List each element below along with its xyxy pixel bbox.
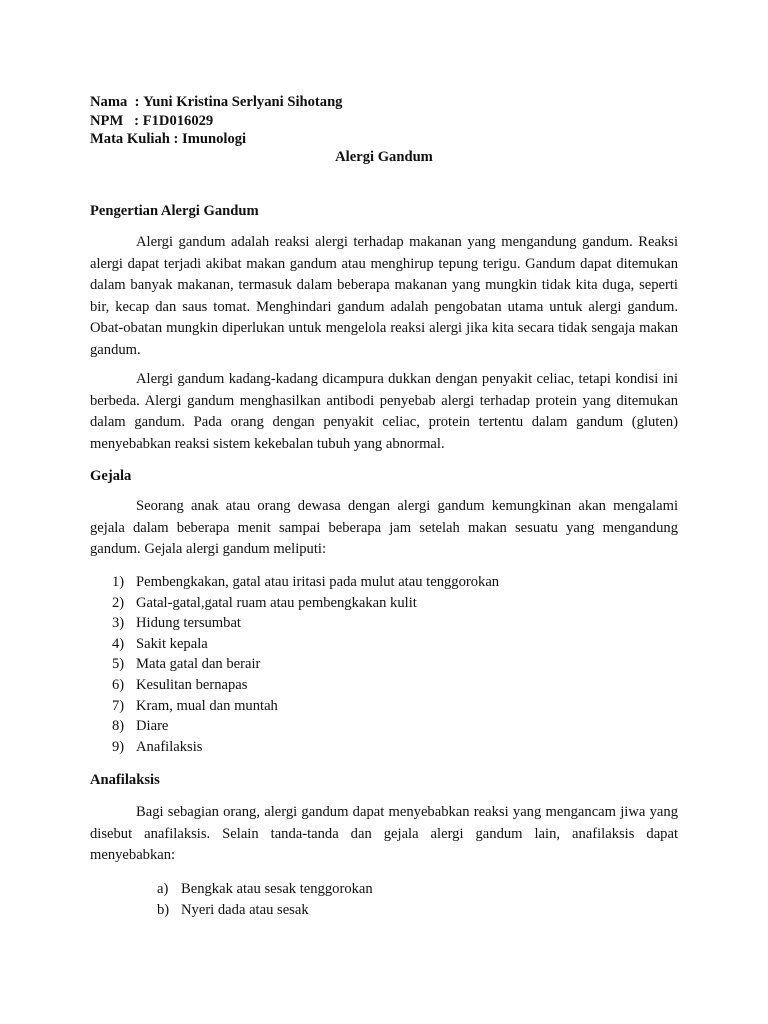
list-item: 5) Mata gatal dan berair (112, 656, 261, 673)
gejala-list (112, 572, 499, 757)
paragraph-pengertian-2: Alergi gandum kadang-kadang dicampura dukkan dengan penyakit celiac, tetapi kondisi ini berbeda. Alergi gandum menghasilkan antibodi penyebab alergi terhadap protein yang ditemukan dalam gandum. Pada orang dengan penyakit celiac, protein tertentu dalam gandum (gluten) menyebabkan reaksi sistem kekebalan tubuh yang abnormal. (90, 371, 678, 452)
matkul-label: Mata Kuliah : (90, 131, 183, 147)
paragraph-gejala-1: Seorang anak atau orang dewasa dengan alergi gandum kemungkinan akan mengalami gejala dalam beberapa menit sampai beberapa jam setelah makan sesuatu yang mengandung gandum. Gejala alergi gandum meliputi: (90, 498, 678, 558)
heading-gejala: Gejala (90, 468, 132, 484)
nama-label: Nama : (90, 94, 144, 110)
heading-pengertian: Pengertian Alergi Gandum (90, 203, 259, 219)
list-item: 8) Diare (112, 718, 169, 735)
list-item: 6) Kesulitan bernapas (112, 676, 248, 693)
list-item: a) Bengkak atau sesak tenggorokan (157, 881, 373, 897)
npm-value: F1D016029 (142, 113, 214, 129)
list-item: 1) Pembengkakan, gatal atau iritasi pada mulut atau tenggorokan (112, 574, 500, 590)
anafilaksis-list (157, 879, 373, 920)
header-mata-kuliah (90, 130, 246, 148)
list-item: 9) Anafilaksis (112, 738, 203, 755)
header-npm (90, 112, 213, 130)
list-item: b) Nyeri dada atau sesak (157, 901, 309, 918)
list-item: 3) Hidung tersumbat (112, 615, 241, 632)
paragraph-anafilaksis-1: Bagi sebagian orang, alergi gandum dapat menyebabkan reaksi yang mengancam jiwa yang disebut anafilaksis. Selain tanda-tanda dan gejala alergi gandum lain, anafilaksis dapat menyebabkan: (90, 804, 678, 864)
list-item: 2) Gatal-gatal,gatal ruam atau pembengkakan kulit (112, 594, 417, 611)
list-item: 7) Kram, mual dan muntah (112, 697, 278, 714)
list-item: 4) Sakit kepala (112, 635, 208, 652)
header-nama (90, 93, 342, 111)
npm-label: NPM : (90, 113, 143, 129)
paragraph-pengertian-1: Alergi gandum adalah reaksi alergi terhadap makanan yang mengandung gandum. Reaksi alergi dapat terjadi akibat makan gandum atau menghirup tepung terigu. Gandum dapat ditemukan dalam banyak makanan, termasuk dalam beberapa makanan yang mungkin tidak kita duga, seperti bir, kecap dan saus tomat. Menghindari gandum adalah pengobatan utama untuk alergi gandum. Obat-obatan mungkin diperlukan untuk mengelola reaksi alergi jika kita secara tidak sengaja makan gandum. (90, 234, 678, 358)
document-title: Alergi Gandum (335, 149, 433, 165)
matkul-value: Imunologi (182, 131, 247, 147)
nama-value: Yuni Kristina Serlyani Sihotang (143, 94, 343, 110)
heading-anafilaksis: Anafilaksis (90, 772, 160, 788)
